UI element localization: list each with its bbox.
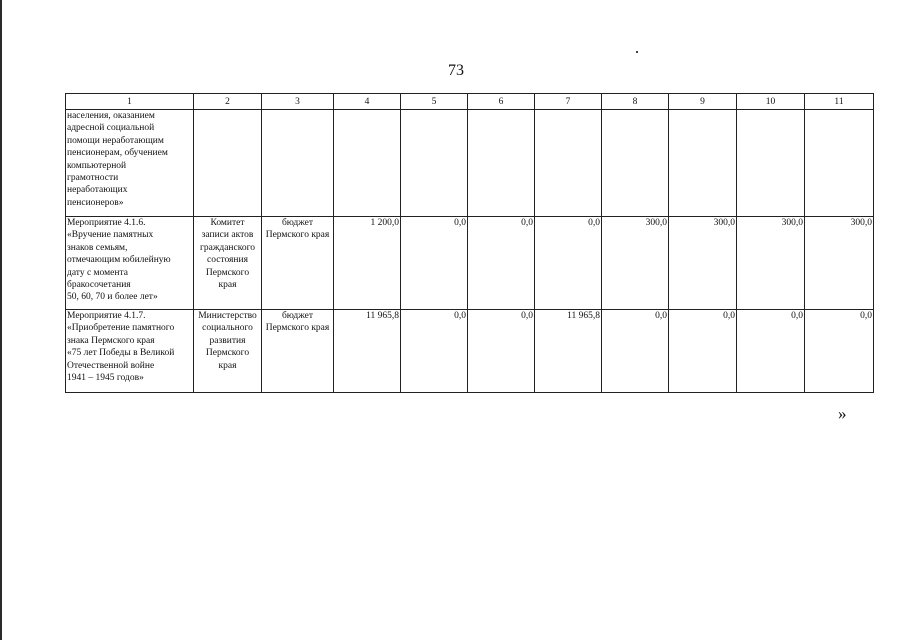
value-cell [669, 110, 737, 217]
column-number-header: 9 [669, 94, 737, 110]
page-number: 73 [448, 62, 464, 79]
value-cell: 0,0 [669, 310, 737, 393]
measure-name-cell: Мероприятие 4.1.7. «Приобретение памятного знака Пермского края «75 лет Победы в Великой Отечественной войне 1941 – 1945 годов» [66, 310, 194, 393]
value-cell: 300,0 [737, 217, 805, 310]
measure-name-cell: населения, оказанием адресной социальной помощи неработающим пенсионерам, обучением компьютерной грамотности неработающих пенсионеров» [66, 110, 194, 217]
value-cell [535, 110, 602, 217]
funding-source-cell: бюджет Пермского края [262, 217, 334, 310]
funding-source-cell: бюджет Пермского края [262, 310, 334, 393]
funding-source-cell [262, 110, 334, 217]
value-cell: 0,0 [468, 310, 535, 393]
value-cell [401, 110, 468, 217]
executor-cell: Министерство социального развития Пермского края [194, 310, 262, 393]
value-cell: 0,0 [535, 217, 602, 310]
column-number-header: 7 [535, 94, 602, 110]
table-row [66, 310, 874, 393]
value-cell: 0,0 [401, 217, 468, 310]
column-number-header: 6 [468, 94, 535, 110]
value-cell [468, 110, 535, 217]
value-cell: 11 965,8 [334, 310, 401, 393]
executor-cell: Комитет записи актов гражданского состояния Пермского края [194, 217, 262, 310]
column-number-header: 4 [334, 94, 401, 110]
column-number-header: 8 [602, 94, 669, 110]
value-cell [805, 110, 874, 217]
table-header-row [66, 94, 874, 110]
value-cell: 1 200,0 [334, 217, 401, 310]
value-cell: 0,0 [468, 217, 535, 310]
table-row [66, 217, 874, 310]
value-cell: 0,0 [737, 310, 805, 393]
value-cell: 0,0 [401, 310, 468, 393]
value-cell: 300,0 [602, 217, 669, 310]
value-cell: 0,0 [805, 310, 874, 393]
closing-quote-mark: » [838, 404, 847, 423]
value-cell: 11 965,8 [535, 310, 602, 393]
column-number-header: 1 [66, 94, 194, 110]
column-number-header: 3 [262, 94, 334, 110]
executor-cell [194, 110, 262, 217]
column-number-header: 11 [805, 94, 874, 110]
scan-edge-line [0, 0, 2, 640]
value-cell [737, 110, 805, 217]
table-row [66, 110, 874, 217]
scan-speck [636, 51, 638, 53]
value-cell [334, 110, 401, 217]
value-cell: 300,0 [805, 217, 874, 310]
column-number-header: 2 [194, 94, 262, 110]
column-number-header: 10 [737, 94, 805, 110]
budget-table [65, 93, 874, 393]
value-cell: 300,0 [669, 217, 737, 310]
column-number-header: 5 [401, 94, 468, 110]
measure-name-cell: Мероприятие 4.1.6. «Вручение памятных знаков семьям, отмечающим юбилейную дату с момента бракосочетания 50, 60, 70 и более лет» [66, 217, 194, 310]
value-cell: 0,0 [602, 310, 669, 393]
value-cell [602, 110, 669, 217]
